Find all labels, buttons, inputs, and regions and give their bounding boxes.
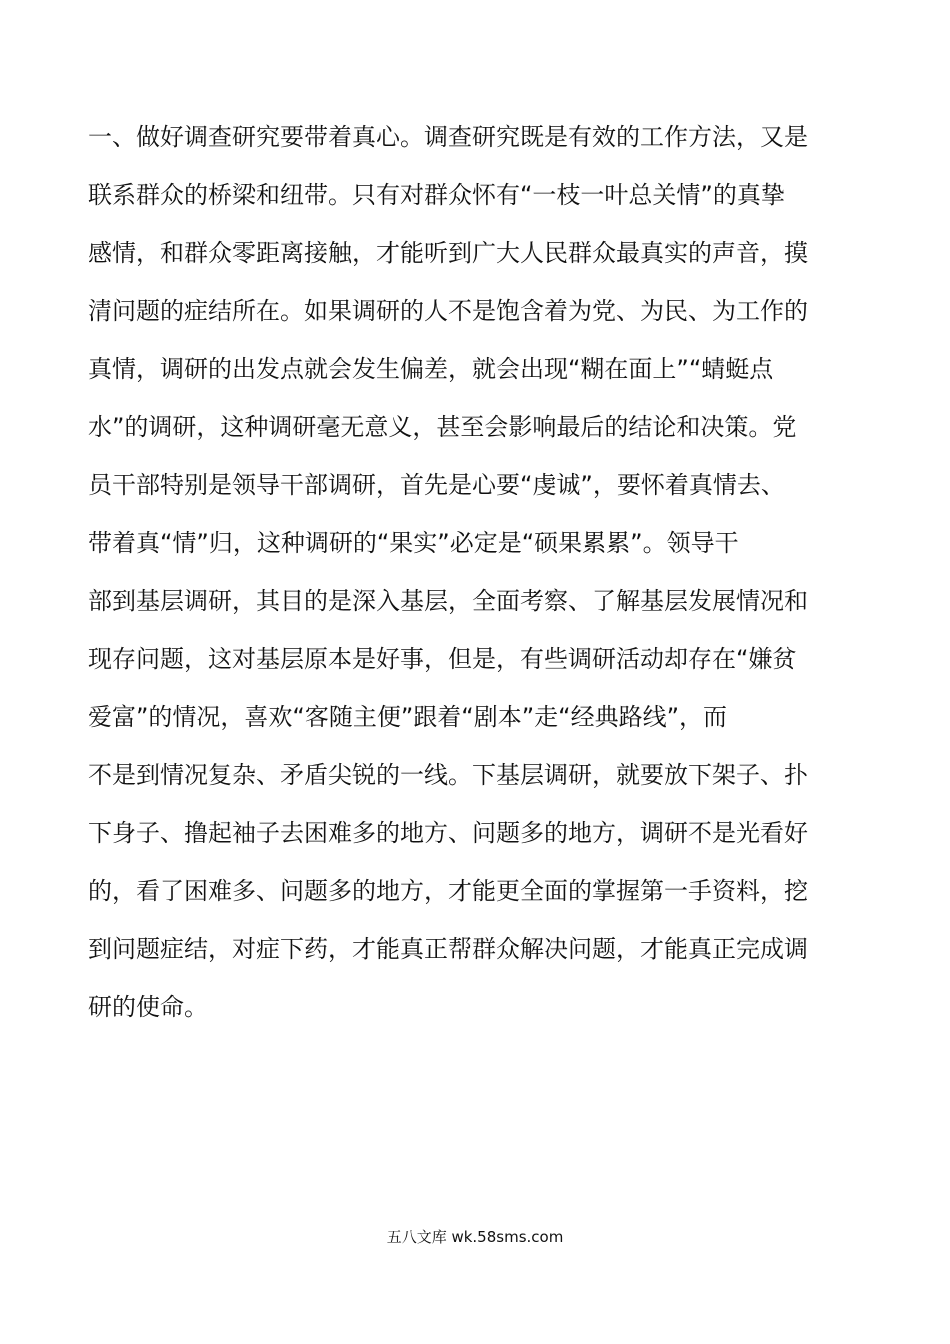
text-line: 部到基层调研，其目的是深入基层，全面考察、了解基层发展情况和 (88, 587, 808, 615)
text-line: 到问题症结，对症下药，才能真正帮群众解决问题，才能真正完成调 (88, 935, 808, 963)
text-line: 水”的调研，这种调研毫无意义，甚至会影响最后的结论和决策。党 (88, 413, 797, 441)
text-line: 的，看了困难多、问题多的地方，才能更全面的掌握第一手资料，挖 (88, 877, 808, 905)
text-line: 一、做好调查研究要带着真心。调查研究既是有效的工作方法，又是 (88, 123, 808, 151)
text-line: 员干部特别是领导干部调研，首先是心要“虔诚”，要怀着真情去、 (88, 471, 785, 499)
text-line: 爱富”的情况，喜欢“客随主便”跟着“剧本”走“经典路线”，而 (88, 703, 728, 731)
text-line: 带着真“情”归，这种调研的“果实”必定是“硕果累累”。领导干 (88, 529, 739, 557)
text-line: 感情，和群众零距离接触，才能听到广大人民群众最真实的声音，摸 (88, 239, 808, 267)
text-line: 研的使命。 (88, 993, 208, 1021)
text-line: 现存问题，这对基层原本是好事，但是，有些调研活动却存在“嫌贫 (88, 645, 797, 673)
text-line: 真情，调研的出发点就会发生偏差，就会出现“糊在面上”“蜻蜓点 (88, 355, 774, 383)
page-footer: 五八文库 wk.58sms.com (386, 1228, 564, 1246)
text-line: 不是到情况复杂、矛盾尖锐的一线。下基层调研，就要放下架子、扑 (88, 761, 808, 789)
text-line: 下身子、撸起袖子去困难多的地方、问题多的地方，调研不是光看好 (88, 819, 808, 847)
text-line: 清问题的症结所在。如果调研的人不是饱含着为党、为民、为工作的 (88, 297, 808, 325)
text-line: 联系群众的桥梁和纽带。只有对群众怀有“一枝一叶总关情”的真挚 (88, 181, 785, 209)
body-paragraph (88, 115, 863, 1043)
